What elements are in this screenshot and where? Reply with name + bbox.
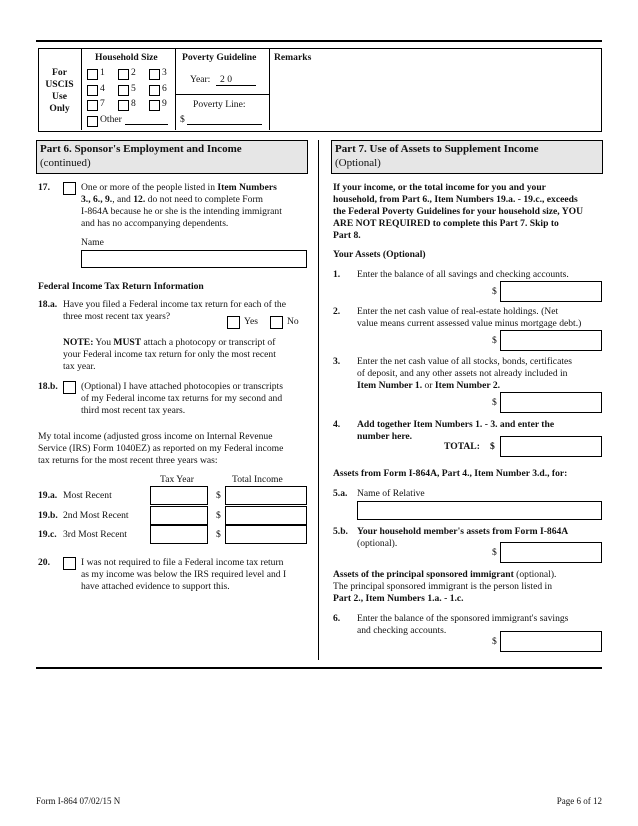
part7-intro-line4: ARE NOT REQUIRED to complete this Part 7. Skip to	[333, 218, 559, 229]
household-size-2-checkbox[interactable]	[118, 69, 129, 80]
item-19a-label: Most Recent	[63, 490, 112, 501]
part7-subtitle: (Optional)	[335, 157, 381, 169]
p7-item-5b-dollar: $	[492, 547, 497, 558]
p7-item-1-text: Enter the balance of all savings and checking accounts.	[357, 269, 569, 280]
p7-item-3-line1: Enter the net cash value of all stocks, bonds, certificates	[357, 356, 572, 367]
item-17-line3: I-864A because he or she is the intending immigrant	[81, 206, 282, 217]
household-size-8-checkbox[interactable]	[118, 100, 129, 111]
item-19c-dollar: $	[216, 529, 221, 540]
total-income-para-line2: Service (IRS) Form 1040EZ) as reported on my Federal income	[38, 443, 284, 454]
item-17-name-input[interactable]	[81, 250, 307, 268]
item-19c-label: 3rd Most Recent	[63, 529, 127, 540]
item-19b-tax-year-input[interactable]	[150, 506, 208, 525]
p7-item-6-input[interactable]	[500, 631, 602, 652]
item-18a-line1: Have you filed a Federal income tax return for each of the	[63, 299, 286, 310]
household-size-1-label: 1	[100, 67, 105, 78]
item-18a-yes-checkbox[interactable]	[227, 316, 240, 329]
item-20-checkbox[interactable]	[63, 557, 76, 570]
part7-intro-line1: If your income, or the total income for you and your	[333, 182, 546, 193]
total-income-para-line3: tax returns for the most recent three years was:	[38, 455, 218, 466]
p7-item-5a-number: 5.a.	[333, 488, 348, 499]
household-size-other-field[interactable]	[125, 124, 168, 125]
item-19b-total-income-input[interactable]	[225, 506, 307, 525]
p7-item-6-line1: Enter the balance of the sponsored immigrant's savings	[357, 613, 569, 624]
item-17-line1: One or more of the people listed in Item Numbers	[81, 182, 277, 193]
p7-item-2-line1: Enter the net cash value of real-estate holdings. (Net	[357, 306, 559, 317]
only-label: Only	[49, 103, 70, 114]
p7-item-1-dollar: $	[492, 286, 497, 297]
p7-item-3-dollar: $	[492, 397, 497, 408]
year-field[interactable]	[216, 85, 256, 86]
item-18a-no-label: No	[287, 316, 299, 327]
household-size-6-checkbox[interactable]	[149, 85, 160, 96]
p7-item-6-dollar: $	[492, 636, 497, 647]
remarks-header: Remarks	[274, 52, 312, 63]
household-size-3-checkbox[interactable]	[149, 69, 160, 80]
p7-item-5a-label: Name of Relative	[357, 488, 425, 499]
p7-item-1-number: 1.	[333, 269, 341, 280]
p7-item-5b-line2: (optional).	[357, 538, 398, 549]
household-size-7-label: 7	[100, 98, 105, 109]
household-size-7-checkbox[interactable]	[87, 100, 98, 111]
household-size-header: Household Size	[95, 52, 158, 63]
p7-item-4-line1: Add together Item Numbers 1. - 3. and enter the	[357, 419, 555, 430]
p7-item-2-number: 2.	[333, 306, 341, 317]
year-label: Year:	[190, 74, 211, 85]
household-size-other-label: Other	[100, 114, 122, 125]
footer-form-id: Form I-864 07/02/15 N	[36, 796, 121, 806]
col-total-income-header: Total Income	[232, 474, 283, 485]
household-size-3-label: 3	[162, 67, 167, 78]
p7-item-4-line2: number here.	[357, 431, 413, 442]
top-rule	[36, 40, 602, 42]
item-18b-checkbox[interactable]	[63, 381, 76, 394]
item-17-name-label: Name	[81, 237, 104, 248]
p7-item-3-number: 3.	[333, 356, 341, 367]
principal-line2: The principal sponsored immigrant is the person listed in	[333, 581, 553, 592]
item-20-line2: as my income was below the IRS required level and I	[81, 569, 287, 580]
p7-item-5b-number: 5.b.	[333, 526, 348, 537]
p7-item-6-line2: and checking accounts.	[357, 625, 447, 636]
item-18b-line3: third most recent tax years.	[81, 405, 186, 416]
p7-item-5b-input[interactable]	[500, 542, 602, 563]
item-19c-total-income-input[interactable]	[225, 525, 307, 544]
your-assets-heading: Your Assets (Optional)	[333, 249, 426, 260]
p7-item-5b-line1: Your household member's assets from Form I-864A	[357, 526, 569, 537]
item-19c-number: 19.c.	[38, 529, 57, 540]
item-17-line4: and has no accompanying dependents.	[81, 218, 229, 229]
year-value: 2 0	[220, 74, 232, 85]
p7-item-4-dollar: $	[490, 441, 495, 452]
part7-intro-line5: Part 8.	[333, 230, 361, 241]
part6-title: Part 6. Sponsor's Employment and Income	[40, 143, 242, 155]
item-17-line2: 3., 6., 9., and 12. do not need to complete Form	[81, 194, 264, 205]
p7-item-2-input[interactable]	[500, 330, 602, 351]
item-19b-number: 19.b.	[38, 510, 58, 521]
item-18a-number: 18.a.	[38, 299, 58, 310]
assets-864a-heading: Assets from Form I-864A, Part 4., Item Number 3.d., for:	[333, 468, 568, 479]
poverty-guideline-header: Poverty Guideline	[182, 52, 257, 63]
col-tax-year-header: Tax Year	[160, 474, 194, 485]
p7-item-1-input[interactable]	[500, 281, 602, 302]
item-20-number: 20.	[38, 557, 50, 568]
part7-intro-line3: the Federal Poverty Guidelines for your household size, YOU	[333, 206, 584, 217]
household-size-9-label: 9	[162, 98, 167, 109]
household-size-5-checkbox[interactable]	[118, 85, 129, 96]
poverty-divider	[176, 94, 270, 95]
household-size-1-checkbox[interactable]	[87, 69, 98, 80]
item-18b-line1: (Optional) I have attached photocopies or transcripts	[81, 381, 283, 392]
p7-item-3-input[interactable]	[500, 392, 602, 413]
p7-item-2-line2: value means current assessed value minus mortgage debt.)	[357, 318, 582, 329]
footer-page-number: Page 6 of 12	[556, 796, 602, 806]
item-17-checkbox[interactable]	[63, 182, 76, 195]
household-size-9-checkbox[interactable]	[149, 100, 160, 111]
principal-line3: Part 2., Item Numbers 1.a. - 1.c.	[333, 593, 464, 604]
household-size-4-label: 4	[100, 83, 105, 94]
p7-item-4-total-input[interactable]	[500, 436, 602, 457]
item-18a-line2: three most recent tax years?	[63, 311, 171, 322]
part7-intro-line2: household, from Part 6., Item Numbers 19.a. - 19.c., exceeds	[333, 194, 578, 205]
item-20-line3: have attached evidence to support this.	[81, 581, 230, 592]
item-19b-label: 2nd Most Recent	[63, 510, 129, 521]
bottom-rule	[36, 667, 602, 669]
p7-item-4-total-label: TOTAL:	[444, 441, 480, 452]
p7-item-2-dollar: $	[492, 335, 497, 346]
part7-title: Part 7. Use of Assets to Supplement Income	[335, 143, 539, 155]
item-20-line1: I was not required to file a Federal income tax return	[81, 557, 284, 568]
p7-item-3-line3: Item Number 1. or Item Number 2.	[357, 380, 501, 391]
item-18b-number: 18.b.	[38, 381, 58, 392]
household-size-2-label: 2	[131, 67, 136, 78]
poverty-line-field[interactable]	[187, 124, 262, 125]
p7-item-5a-name-input[interactable]	[357, 501, 602, 520]
household-size-8-label: 8	[131, 98, 136, 109]
item-19a-tax-year-input[interactable]	[150, 486, 208, 505]
household-size-5-label: 5	[131, 83, 136, 94]
item-19a-number: 19.a.	[38, 490, 58, 501]
use-label: Use	[52, 91, 67, 102]
total-income-para-line1: My total income (adjusted gross income on Internal Revenue	[38, 431, 273, 442]
item-18a-no-checkbox[interactable]	[270, 316, 283, 329]
p7-item-4-number: 4.	[333, 419, 341, 430]
household-size-6-label: 6	[162, 83, 167, 94]
principal-heading: Assets of the principal sponsored immigrant (optional).	[333, 569, 557, 580]
for-label: For	[52, 67, 67, 78]
item-18a-note-line1: NOTE: You MUST attach a photocopy or transcript of	[63, 337, 276, 348]
household-size-4-checkbox[interactable]	[87, 85, 98, 96]
uscis-label: USCIS	[45, 79, 74, 90]
p7-item-6-number: 6.	[333, 613, 341, 624]
item-18a-note-line2: your Federal income tax return for only the most recent	[63, 349, 276, 360]
item-17-number: 17.	[38, 182, 50, 193]
column-divider	[318, 140, 319, 660]
poverty-line-dollar: $	[180, 114, 185, 125]
item-18a-yes-label: Yes	[244, 316, 258, 327]
item-19a-total-income-input[interactable]	[225, 486, 307, 505]
item-19b-dollar: $	[216, 510, 221, 521]
item-18a-note-line3: tax year.	[63, 361, 96, 372]
fed-tax-heading: Federal Income Tax Return Information	[38, 281, 204, 292]
item-18b-line2: of my Federal income tax returns for my second and	[81, 393, 283, 404]
household-size-other-checkbox[interactable]	[87, 116, 98, 127]
item-19c-tax-year-input[interactable]	[150, 525, 208, 544]
p7-item-3-line2: of deposit, and any other assets not already included in	[357, 368, 568, 379]
part6-subtitle: (continued)	[40, 157, 91, 169]
item-19a-dollar: $	[216, 490, 221, 501]
poverty-line-label: Poverty Line:	[193, 99, 246, 110]
